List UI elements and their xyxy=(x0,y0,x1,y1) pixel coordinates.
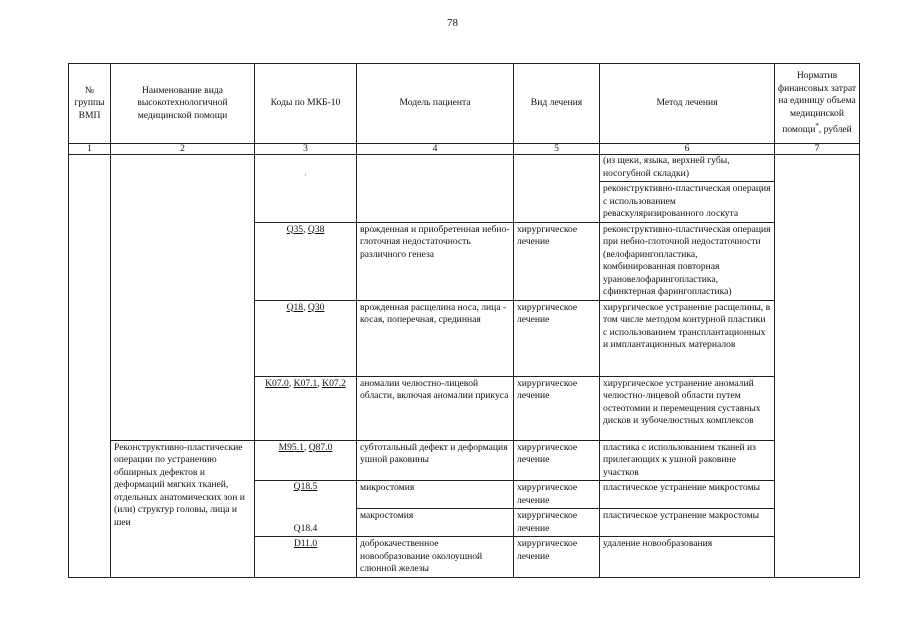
method-text: реконструктивно-пластическая операция при небно-глоточной недостаточности (велофарингопластика, комбинированная повторная урановелофарингопластика, сфинктерная фарингопластика) xyxy=(600,222,775,300)
header-norm-unit: , рублей xyxy=(818,124,852,136)
header-codes: Коды по МКБ-10 xyxy=(255,64,357,144)
model-text: врожденная и приобретенная небно-глоточная недостаточность различного генеза xyxy=(357,222,514,300)
type-cell xyxy=(514,155,600,223)
header-norm-text: Норматив финансовых затрат на единицу объема медицинской помощи xyxy=(777,70,857,136)
model-text: врожденная расщелина носа, лица - косая, поперечная, срединная xyxy=(357,300,514,376)
table-row xyxy=(69,440,860,481)
header-name: Наименование вида высокотехнологичной медицинской помощи xyxy=(111,64,255,144)
header-method: Метод лечения xyxy=(600,64,775,144)
type-text: хирургическое лечение xyxy=(514,537,600,578)
icd-code: Q38 xyxy=(307,223,325,235)
col-number: 5 xyxy=(514,144,600,155)
vmp-table xyxy=(68,63,860,578)
type-text: хирургическое лечение xyxy=(514,440,600,481)
icd-code: Q87.0 xyxy=(308,441,333,453)
model-text: аномалии челюстно-лицевой области, включая аномалии прикуса xyxy=(357,376,514,440)
col-number: 1 xyxy=(69,144,111,155)
icd-code: Q30 xyxy=(307,301,325,313)
type-text: хирургическое лечение xyxy=(514,481,600,509)
type-text: хирургическое лечение xyxy=(514,222,600,300)
model-text: субтотальный дефект и деформация ушной раковины xyxy=(357,440,514,481)
icd-code: K07.0 xyxy=(265,377,289,389)
header-norm xyxy=(775,64,860,144)
column-number-row xyxy=(69,144,860,155)
col-number: 6 xyxy=(600,144,775,155)
codes-cell: M95.1, Q87.0 xyxy=(255,440,357,481)
method-text: пластика с использованием тканей из прилегающих к ушной раковине участков xyxy=(600,440,775,481)
method-text: удаление новообразования xyxy=(600,537,775,578)
icd-code-plain: Q18.4 xyxy=(293,522,318,534)
col-number: 2 xyxy=(111,144,255,155)
icd-code: Q35 xyxy=(286,223,304,235)
type-text: хирургическое лечение xyxy=(514,376,600,440)
codes-cell: K07.0, K07.1, K07.2 xyxy=(255,376,357,440)
group-cell xyxy=(69,155,111,578)
model-text: доброкачественное новообразование околоушной слюнной железы xyxy=(357,537,514,578)
model-text: микростомия xyxy=(357,481,514,509)
model-cell xyxy=(357,155,514,223)
col-number: 3 xyxy=(255,144,357,155)
icd-code: K07.2 xyxy=(322,377,346,389)
name-cell xyxy=(111,155,255,441)
method-text: хирургическое устранение расщелины, в том числе методом контурной пластики с использованием трансплантационных и имплантационных материалов xyxy=(600,300,775,376)
scan-dot: · xyxy=(303,170,308,181)
icd-code: K07.1 xyxy=(293,377,318,389)
icd-code: Q18.5 xyxy=(293,481,318,492)
header-row xyxy=(69,64,860,144)
codes-cell: Q18, Q30 xyxy=(255,300,357,376)
model-text: макростомия xyxy=(357,509,514,537)
page-number: 78 xyxy=(447,17,458,29)
method-text: хирургическое устранение аномалий челюстно-лицевой области путем остеотомии и перемещения суставных дисков и зубочелюстных комплексов xyxy=(600,376,775,440)
method-cell xyxy=(600,155,775,223)
codes-cell xyxy=(255,155,357,223)
icd-code: Q18 xyxy=(286,301,304,313)
header-type: Вид лечения xyxy=(514,64,600,144)
footnote-mark: * xyxy=(815,122,819,131)
method-text: (из щеки, языка, верхней губы, носогубной складки) xyxy=(603,155,730,179)
name-text: Реконструктивно-пластические операции по устранению обширных дефектов и деформаций мягких тканей, отдельных анатомических зон и (или) структур головы, лица и шеи xyxy=(111,440,255,577)
col-number: 4 xyxy=(357,144,514,155)
codes-cell: Q35, Q38 xyxy=(255,222,357,300)
header-model: Модель пациента xyxy=(357,64,514,144)
codes-cell xyxy=(255,537,357,578)
table-row xyxy=(69,155,860,223)
col-number: 7 xyxy=(775,144,860,155)
type-text: хирургическое лечение xyxy=(514,509,600,537)
method-text: пластическое устранение макростомы xyxy=(600,509,775,537)
header-group: № группы ВМП xyxy=(69,64,111,144)
method-text: пластическое устранение микростомы xyxy=(600,481,775,509)
icd-code: M95.1 xyxy=(278,441,304,453)
norm-cell xyxy=(775,155,860,578)
type-text: хирургическое лечение xyxy=(514,300,600,376)
icd-code: D11.0 xyxy=(293,538,318,549)
codes-cell xyxy=(255,481,357,537)
method-text: реконструктивно-пластическая операция с использованием реваскуляризированного лоскута xyxy=(600,181,774,221)
